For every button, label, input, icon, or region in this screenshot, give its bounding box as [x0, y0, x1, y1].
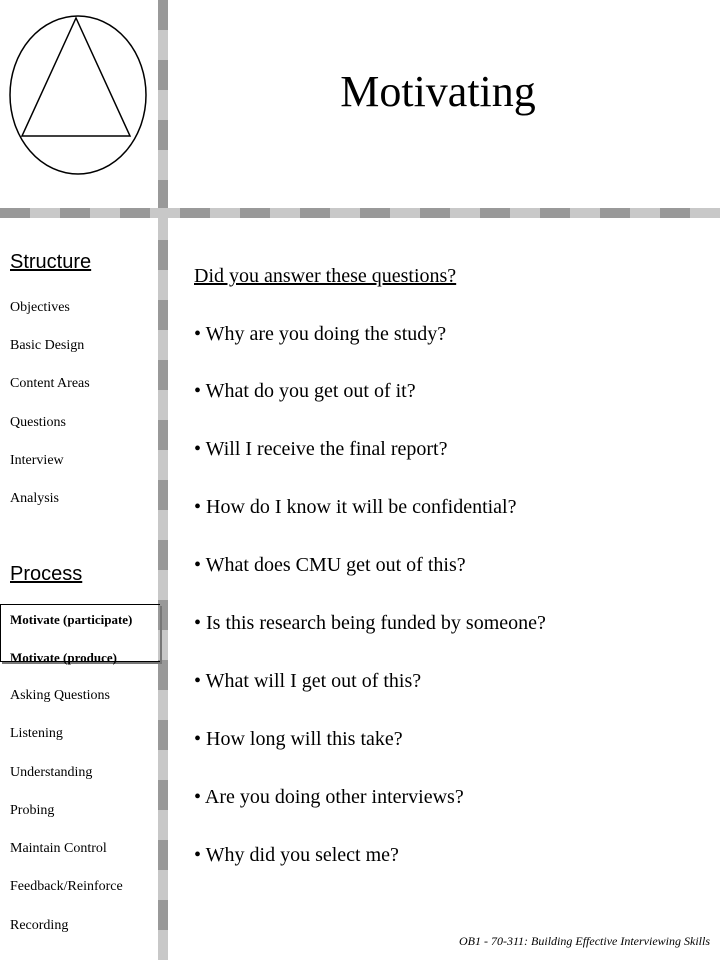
process-heading: Process [10, 563, 83, 585]
sidebar-item-content-areas[interactable]: Content Areas [10, 376, 90, 391]
sidebar-item-interview[interactable]: Interview [10, 453, 64, 468]
sidebar-item-feedback-reinforce[interactable]: Feedback/Reinforce [10, 879, 123, 894]
questions-heading: Did you answer these questions? [194, 265, 457, 287]
vertical-divider [158, 0, 168, 960]
sidebar-item-understanding[interactable]: Understanding [10, 765, 93, 780]
sidebar-item-objectives[interactable]: Objectives [10, 300, 70, 315]
question-item: • Will I receive the final report? [194, 438, 448, 460]
question-item: • Is this research being funded by someone? [194, 612, 546, 634]
page-title: Motivating [340, 67, 536, 116]
question-item: • What will I get out of this? [194, 670, 422, 692]
question-item: • What does CMU get out of this? [194, 554, 466, 576]
sidebar-item-asking-questions[interactable]: Asking Questions [10, 688, 110, 703]
question-item: • How do I know it will be confidential? [194, 496, 517, 518]
sidebar-item-analysis[interactable]: Analysis [10, 491, 59, 506]
question-item: • How long will this take? [194, 728, 403, 750]
sidebar-item-basic-design[interactable]: Basic Design [10, 338, 85, 353]
triangle-in-circle-icon [6, 14, 150, 176]
footer-text: OB1 - 70-311: Building Effective Interviewing Skills [458, 934, 710, 948]
sidebar-item-probing[interactable]: Probing [10, 803, 55, 818]
structure-heading: Structure [10, 251, 92, 273]
horizontal-divider [0, 208, 720, 218]
sidebar-item-listening[interactable]: Listening [10, 726, 63, 741]
sidebar-item-maintain-control[interactable]: Maintain Control [10, 841, 107, 856]
question-item: • Why did you select me? [194, 844, 399, 866]
question-item: • Are you doing other interviews? [194, 786, 464, 808]
question-item: • Why are you doing the study? [194, 323, 447, 345]
sidebar-item-motivate-produce[interactable]: Motivate (produce) [10, 650, 117, 665]
sidebar-item-recording[interactable]: Recording [10, 918, 69, 933]
question-item: • What do you get out of it? [194, 380, 416, 402]
sidebar-item-questions[interactable]: Questions [10, 415, 66, 430]
sidebar-item-motivate-participate[interactable]: Motivate (participate) [10, 612, 133, 627]
